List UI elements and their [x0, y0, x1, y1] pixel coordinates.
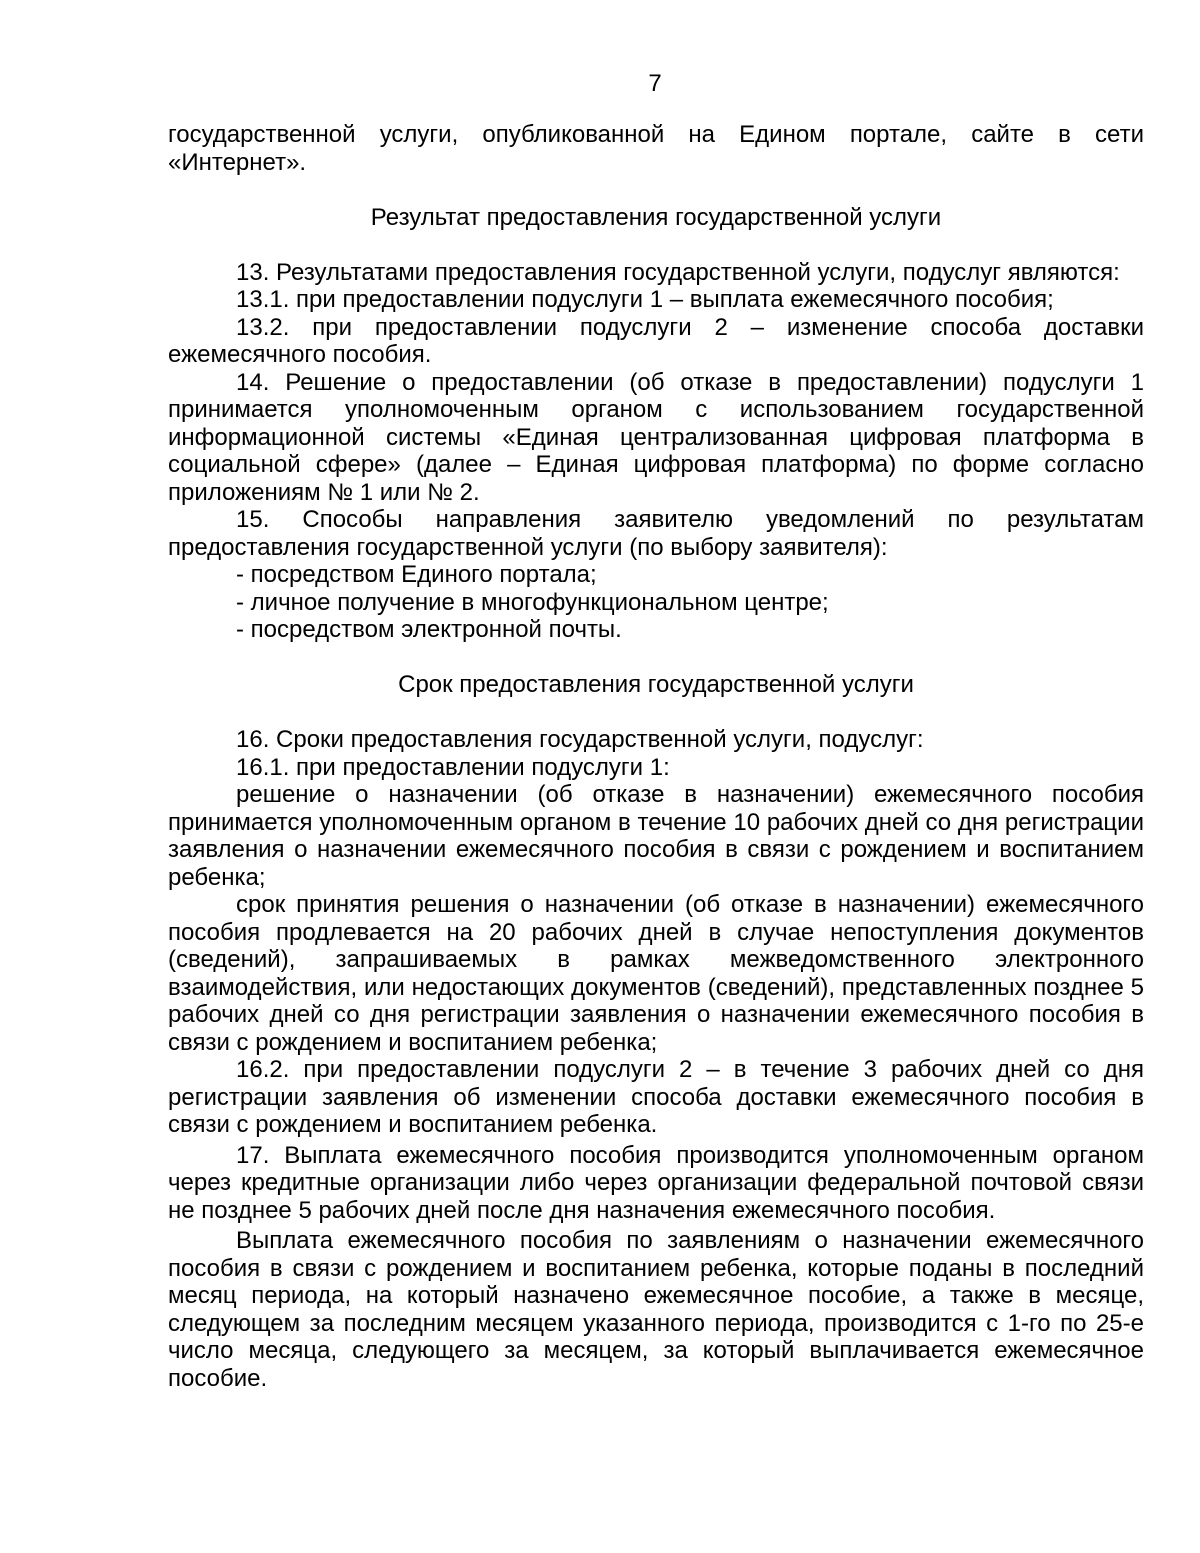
intro-paragraph: государственной услуги, опубликованной на Едином портале, сайте в сети «Интернет». — [168, 121, 1144, 176]
paragraph-16-2: 16.2. при предоставлении подуслуги 2 – в течение 3 рабочих дней со дня регистрации заявления об изменении способа доставки ежемесячного пособия в связи с рождением и воспитанием ребенка. — [168, 1056, 1144, 1138]
document-body — [168, 121, 1144, 1392]
paragraph-13-2: 13.2. при предоставлении подуслуги 2 – изменение способа доставки ежемесячного пособия. — [168, 313, 1144, 368]
list-item-email: - посредством электронной почты. — [236, 616, 622, 643]
paragraph-13-1: 13.1. при предоставлении подуслуги 1 – выплата ежемесячного пособия; — [236, 286, 1054, 313]
section-heading-term: Срок предоставления государственной услуги — [398, 671, 914, 698]
paragraph-17: 17. Выплата ежемесячного пособия производится уполномоченным органом через кредитные организации либо через организации федеральной почтовой связи не позднее 5 рабочих дней после дня назначения ежемесячного пособия. — [168, 1141, 1144, 1224]
paragraph-17-payment: Выплата ежемесячного пособия по заявлениям о назначении ежемесячного пособия в связи с рождением и воспитанием ребенка, которые поданы в последний месяц периода, на который назначено ежемесячное пособие, а также в месяце, следующем за последним месяцем указанного периода, производится с 1-го по 25-е число месяца, следующего за месяцем, за который выплачивается ежемесячное пособие. — [168, 1227, 1144, 1392]
page-number: 7 — [648, 70, 662, 97]
paragraph-16-1-decision: решение о назначении (об отказе в назначении) ежемесячного пособия принимается уполномоченным органом в течение 10 рабочих дней со дня регистрации заявления о назначении ежемесячного пособия в связи с рождением и воспитанием ребенка; — [168, 781, 1144, 891]
paragraph-15: 15. Способы направления заявителю уведомлений по результатам предоставления государственной услуги (по выбору заявителя): — [168, 506, 1144, 561]
paragraph-14: 14. Решение о предоставлении (об отказе в предоставлении) подуслуги 1 принимается уполномоченным органом с использованием государственной информационной системы «Единая централизованная цифровая платформа в социальной сфере» (далее – Единая цифровая платформа) по форме согласно приложениям № 1 или № 2. — [168, 368, 1144, 506]
list-item-mfc: - личное получение в многофункциональном центре; — [236, 588, 829, 616]
paragraph-16-1-extension: срок принятия решения о назначении (об отказе в назначении) ежемесячного пособия продлевается на 20 рабочих дней в случае непоступления документов (сведений), запрашиваемых в рамках межведомственного электронного взаимодействия, или недостающих документов (сведений), представленных позднее 5 рабочих дней со дня регистрации заявления о назначении ежемесячного пособия в связи с рождением и воспитанием ребенка; — [168, 891, 1144, 1056]
section-heading-result: Результат предоставления государственной услуги — [370, 203, 942, 231]
paragraph-16-1: 16.1. при предоставлении подуслуги 1: — [236, 753, 670, 781]
paragraph-16: 16. Сроки предоставления государственной услуги, подуслуг: — [236, 726, 924, 753]
list-item-portal: - посредством Единого портала; — [236, 561, 597, 588]
paragraph-13: 13. Результатами предоставления государственной услуги, подуслуг являются: — [236, 258, 1120, 286]
